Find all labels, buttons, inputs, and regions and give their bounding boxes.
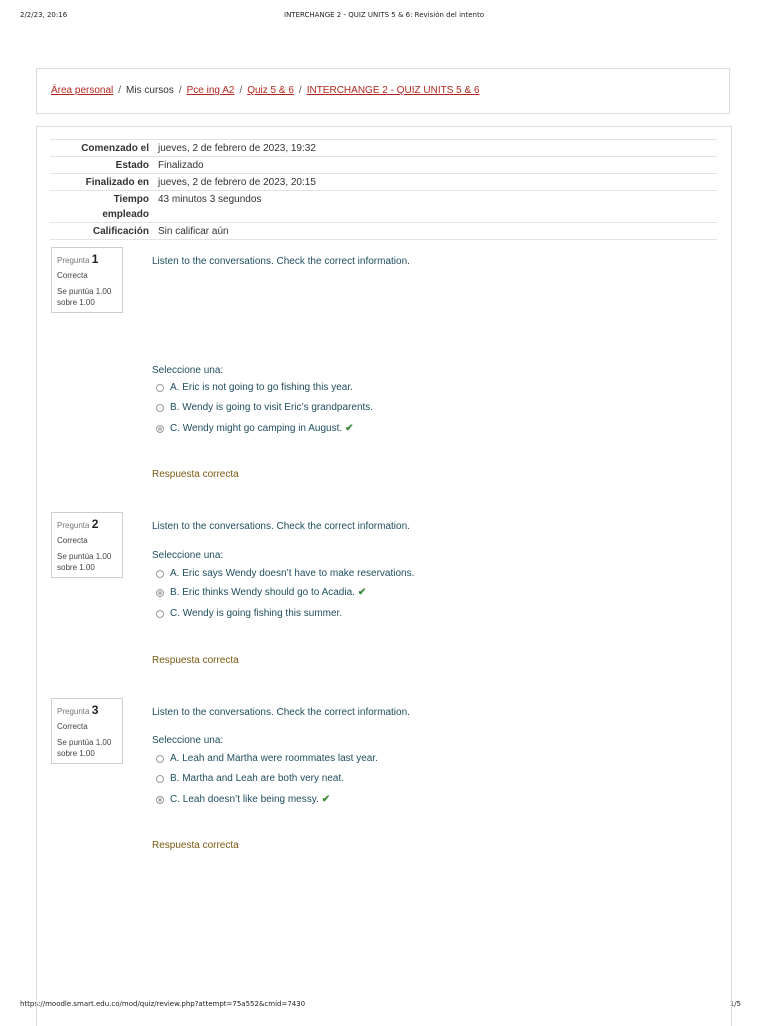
- radio-button-selected[interactable]: [156, 425, 164, 433]
- answer-option[interactable]: [156, 753, 378, 764]
- summary-label: Calificación: [92, 226, 149, 237]
- radio-button[interactable]: [156, 610, 164, 618]
- print-page-number: 1/5: [729, 1000, 741, 1008]
- answer-option-label: B. Eric thinks Wendy should go to Acadia.: [170, 587, 355, 598]
- question-number-value: 2: [91, 517, 99, 531]
- answer-option-label: C. Leah doesn’t like being messy.: [170, 794, 319, 805]
- question-prefix: Pregunta: [57, 707, 90, 716]
- answer-option-selected[interactable]: [156, 423, 354, 434]
- summary-label: [50, 191, 149, 222]
- question-prefix: Pregunta: [57, 256, 90, 265]
- answer-option-label: A. Eric says Wendy doesn’t have to make reservations.: [170, 568, 415, 579]
- answer-option-label: C. Wendy is going fishing this summer.: [170, 608, 343, 619]
- question-status: Correcta: [57, 722, 88, 731]
- answer-option-label: C. Wendy might go camping in August.: [170, 423, 343, 434]
- radio-button[interactable]: [156, 570, 164, 578]
- question-grade-line: sobre 1.00: [57, 563, 95, 572]
- check-icon: ✔: [345, 423, 354, 434]
- question-text: Listen to the conversations. Check the correct information.: [152, 707, 410, 718]
- radio-button[interactable]: [156, 775, 164, 783]
- feedback-text: Respuesta correcta: [152, 840, 239, 851]
- question-number: [57, 252, 117, 266]
- summary-row-state: [50, 156, 717, 173]
- print-url: https://moodle.smart.edu.co/mod/quiz/review.php?attempt=75a552&cmid=7430: [20, 1000, 306, 1008]
- question-number-value: 3: [91, 703, 99, 717]
- answer-option-label: A. Eric is not going to go fishing this year.: [170, 382, 353, 393]
- summary-value: Sin calificar aún: [158, 226, 229, 237]
- question-prefix: Pregunta: [57, 521, 90, 530]
- breadcrumb-separator: /: [118, 85, 122, 96]
- question-number-value: 1: [91, 252, 99, 266]
- summary-label: Finalizado en: [85, 177, 149, 188]
- breadcrumb-section[interactable]: Quiz 5 & 6: [247, 85, 294, 96]
- question-grade-line: Se puntúa 1.00: [57, 738, 112, 747]
- check-icon: ✔: [357, 587, 367, 598]
- question-number: [57, 517, 117, 531]
- answer-option-selected[interactable]: [156, 794, 330, 805]
- breadcrumb-separator: /: [298, 85, 302, 96]
- question-status: Correcta: [57, 536, 88, 545]
- radio-button-selected[interactable]: [156, 796, 164, 804]
- radio-button-selected[interactable]: [156, 589, 164, 597]
- answer-option-label: A. Leah and Martha were roommates last year.: [170, 753, 378, 764]
- answer-option-selected[interactable]: [156, 587, 366, 598]
- breadcrumb-quiz[interactable]: INTERCHANGE 2 - QUIZ UNITS 5 & 6: [306, 85, 480, 96]
- radio-button[interactable]: [156, 404, 164, 412]
- answer-option[interactable]: [156, 568, 414, 579]
- question-info-box: [51, 247, 123, 313]
- question-status: Correcta: [57, 271, 88, 280]
- select-prompt: Seleccione una:: [152, 365, 224, 376]
- breadcrumb: [51, 85, 480, 96]
- summary-label-line: empleado: [102, 209, 149, 220]
- summary-label: Comenzado el: [81, 143, 149, 154]
- answer-option[interactable]: [156, 402, 373, 413]
- answer-option-label: B. Martha and Leah are both very neat.: [170, 773, 344, 784]
- breadcrumb-separator: /: [178, 85, 182, 96]
- summary-value: 43 minutos 3 segundos: [158, 194, 262, 205]
- question-grade: [57, 737, 117, 759]
- select-prompt: Seleccione una:: [152, 735, 224, 746]
- question-grade-line: Se puntúa 1.00: [57, 552, 112, 561]
- answer-option[interactable]: [156, 608, 342, 619]
- select-prompt: Seleccione una:: [152, 550, 224, 561]
- question-text: Listen to the conversations. Check the correct information.: [152, 256, 410, 267]
- question-grade: [57, 286, 117, 308]
- question-number: [57, 703, 117, 717]
- radio-button[interactable]: [156, 755, 164, 763]
- question-info-box: [51, 512, 123, 578]
- summary-value: jueves, 2 de febrero de 2023, 20:15: [158, 177, 316, 188]
- question-grade-line: sobre 1.00: [57, 749, 95, 758]
- check-icon: ✔: [321, 794, 331, 805]
- summary-row-time: [50, 190, 717, 222]
- answer-option[interactable]: [156, 382, 353, 393]
- answer-option-label: B. Wendy is going to visit Eric’s grandparents.: [170, 402, 374, 413]
- summary-value: Finalizado: [158, 160, 204, 171]
- question-text: Listen to the conversations. Check the correct information.: [152, 521, 410, 532]
- breadcrumb-separator: /: [239, 85, 243, 96]
- answer-option[interactable]: [156, 773, 344, 784]
- question-grade-line: Se puntúa 1.00: [57, 287, 112, 296]
- breadcrumb-mis-cursos: Mis cursos: [126, 85, 174, 96]
- feedback-text: Respuesta correcta: [152, 655, 239, 666]
- breadcrumb-area-personal[interactable]: Área personal: [51, 85, 114, 96]
- summary-label: Estado: [115, 160, 149, 171]
- summary-row-grade: [50, 222, 717, 240]
- summary-value: jueves, 2 de febrero de 2023, 19:32: [158, 143, 316, 154]
- print-datetime: 2/2/23, 20:16: [20, 11, 68, 19]
- print-title: INTERCHANGE 2 - QUIZ UNITS 5 & 6: Revisión del intento: [284, 11, 484, 19]
- summary-row-finished: [50, 173, 717, 190]
- attempt-summary-table: [50, 139, 717, 240]
- question-grade-line: sobre 1.00: [57, 298, 95, 307]
- breadcrumb-course[interactable]: Pce ing A2: [186, 85, 235, 96]
- summary-label-line: Tiempo: [113, 194, 149, 205]
- breadcrumb-panel: [36, 68, 730, 114]
- question-grade: [57, 551, 117, 573]
- question-info-box: [51, 698, 123, 764]
- summary-row-started: [50, 139, 717, 156]
- feedback-text: Respuesta correcta: [152, 469, 239, 480]
- radio-button[interactable]: [156, 384, 164, 392]
